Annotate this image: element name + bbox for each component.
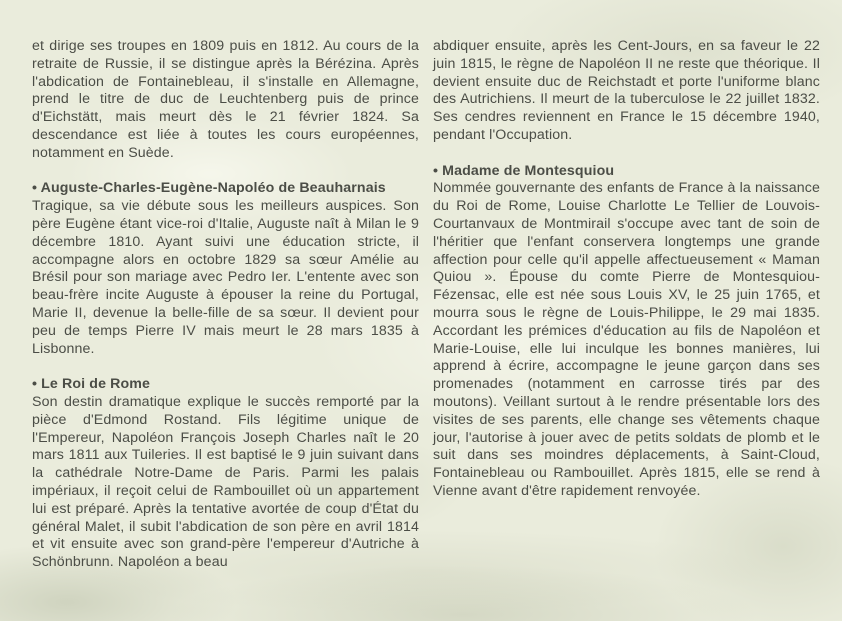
section-heading-montesquiou: • Madame de Montesquiou xyxy=(433,162,615,179)
right-column xyxy=(433,38,820,621)
paragraph-leuchtenberg-continuation: et dirige ses troupes en 1809 puis en 1812. Au cours de la retraite de Russie, il se distingue après la Bérézina. Après l'abdication de Fontainebleau, il s'installe en Allemagne, prend le titre de duc de Leuchtenberg puis de prince d'Eichstätt, mais meurt dès le 21 février 1824. Sa descendance est liée à toutes les cours européennes, notamment en Suède. xyxy=(32,38,419,161)
paragraph-roi-de-rome: Son destin dramatique explique le succès remporté par la pièce d'Edmond Rostand. Fils légitime unique de l'Empereur, Napoléon François Joseph Charles naît le 20 mars 1811 aux Tuileries. Il est baptisé le 9 juin suivant dans la cathédrale Notre-Dame de Paris. Parmi les palais impériaux, il reçoit celui de Rambouillet où un appartement lui est préparé. Après la tentative avortée de coup d'État du général Malet, il subit l'abdication de son père en avril 1814 et vit ensuite avec son grand-père l'empereur d'Autriche à Schönbrunn. Napoléon a beau xyxy=(32,393,419,571)
paragraph-napoleon-ii-continuation: abdiquer ensuite, après les Cent-Jours, en sa faveur le 22 juin 1815, le règne de Napoléon II ne reste que théorique. Il devient ensuite duc de Reichstadt et porte l'uniforme blanc des Autrichiens. Il meurt de la tuberculose le 22 juillet 1832. Ses cendres reviennent en France le 15 décembre 1940, pendant l'Occupation. xyxy=(433,38,820,143)
left-column xyxy=(32,38,419,621)
paragraph-montesquiou: Nommée gouvernante des enfants de France à la naissance du Roi de Rome, Louise Charlotte Le Tellier de Louvois-Courtanvaux de Montmirail s'occupe avec tant de soin de l'héritier que l'enfant conservera longtemps une grande affection pour celle qu'il appelle affectueusement « Maman Quiou ». Épouse du comte Pierre de Montesquiou-Fézensac, elle est née sous Louis XV, le 25 juin 1765, et mourra sous le règne de Louis-Philippe, le 29 mai 1835. Accordant les prémices d'éducation au fils de Napoléon et Marie-Louise, elle lui inculque les bonnes manières, lui apprend à écrire, accompagne le jeune garçon dans ses promenades (notamment en carrosse tirés par des moutons). Veillant surtout à le rendre présentable lors des visites de ses parents, elle change ses vêtements chaque jour, l'autorise à jouer avec de petits soldats de plomb et le suit dans ses moindres déplacements, à Saint-Cloud, Fontainebleau ou Rambouillet. Après 1815, elle se rend à Vienne avant d'être rapidement renvoyée. xyxy=(433,180,820,499)
paragraph-beauharnais: Tragique, sa vie débute sous les meilleurs auspices. Son père Eugène étant vice-roi d'Italie, Auguste naît à Milan le 9 décembre 1810. Ayant suivi une éducation stricte, il accompagne alors en octobre 1829 sa sœur Amélie au Brésil pour son mariage avec Pedro Ier. L'entente avec son beau-frère incite Auguste à épouser la reine du Portugal, Marie II, devenue la belle-fille de sa sœur. Il devient pour peu de temps Pierre IV mais meurt le 28 mars 1835 à Lisbonne. xyxy=(32,198,419,357)
section-heading-beauharnais: • Auguste-Charles-Eugène-Napoléo de Beauharnais xyxy=(32,180,386,197)
section-heading-roi-de-rome: • Le Roi de Rome xyxy=(32,376,151,393)
